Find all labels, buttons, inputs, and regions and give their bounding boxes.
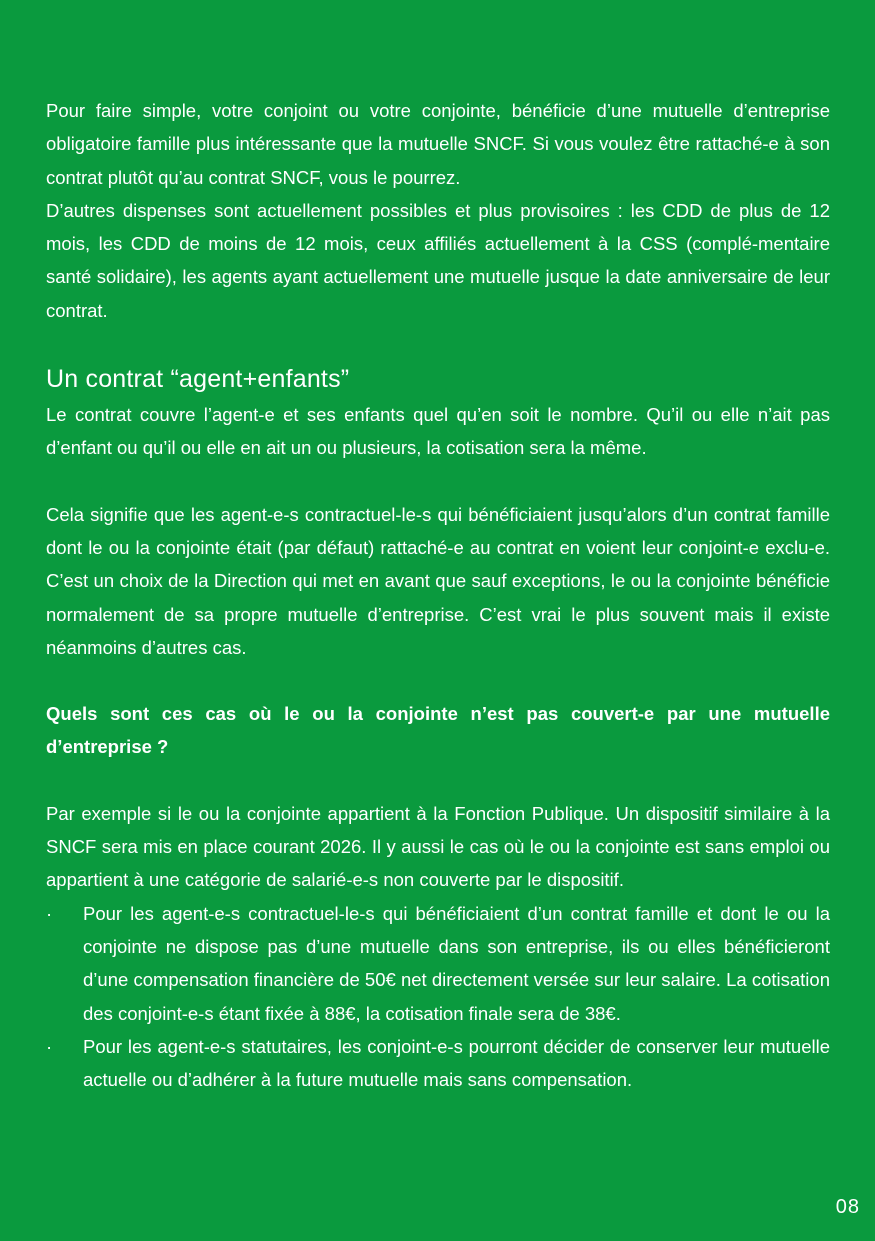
section-paragraph-1: Le contrat couvre l’agent-e et ses enfants quel qu’en soit le nombre. Qu’il ou elle n’ait pas d’enfant ou qu’il ou elle en ait un ou plusieurs, la cotisation sera la même. <box>46 404 830 459</box>
intro-paragraph-2: D’autres dispenses sont actuellement possibles et plus provisoires : les CDD de plus de 12 mois, les CDD de moins de 12 mois, ceux affiliés actuellement à la CSS (complé-mentaire santé solidaire), les agents ayant actuellement une mutuelle jusque la date anniversaire de leur contrat. <box>46 199 830 321</box>
bullet-icon: · <box>46 1035 53 1057</box>
section-paragraph-2: Cela signifie que les agent-e-s contractuel-le-s qui bénéficiaient jusqu’alors d’un contrat famille dont le ou la conjointe était (par défaut) rattaché-e au contrat en voient leur conjoint-e exclu-e. C’est un choix de la Direction qui met en avant que sauf exceptions, le ou la conjointe bénéficie normalement de sa propre mutuelle d’entreprise. C’est vrai le plus souvent mais il existe néanmoins d’autres cas. <box>46 503 830 658</box>
bullet-icon: · <box>46 902 53 924</box>
page-number: 08 <box>835 1196 860 1218</box>
spacer <box>46 664 830 697</box>
document-page <box>46 94 830 1096</box>
spacer <box>46 465 830 498</box>
section-paragraph-3: Par exemple si le ou la conjointe appartient à la Fonction Publique. Un dispositif similaire à la SNCF sera mis en place courant 2026. Il y aussi le cas où le ou la conjointe est sans emploi ou appartient à une catégorie de salarié-e-s non couverte par le dispositif. <box>46 802 830 891</box>
section-heading: Un contrat “agent+enfants” <box>46 365 350 394</box>
spacer <box>46 764 830 797</box>
list-item <box>46 1030 830 1097</box>
list-item <box>46 897 830 1030</box>
bullet-list <box>46 897 830 1097</box>
intro-paragraph-1: Pour faire simple, votre conjoint ou votre conjointe, bénéficie d’une mutuelle d’entreprise obligatoire famille plus intéressante que la mutuelle SNCF. Si vous voulez être rattaché-e à son contrat plutôt qu’au contrat SNCF, vous le pourrez. <box>46 100 830 188</box>
list-item-text: Pour les agent-e-s contractuel-le-s qui bénéficiaient d’un contrat famille et dont le ou la conjointe ne dispose pas d’une mutuelle dans son entreprise, ils ou elles bénéficieront d’une compensation financière de 50€ net directement versée sur leur salaire. La cotisation des conjoint-e-s étant fixée à 88€, la cotisation finale sera de 38€. <box>83 902 830 1024</box>
spacer <box>46 327 830 348</box>
list-item-text: Pour les agent-e-s statutaires, les conjoint-e-s pourront décider de conserver leur mutuelle actuelle ou d’adhérer à la future mutuelle mais sans compensation. <box>83 1035 830 1091</box>
question-text: Quels sont ces cas où le ou la conjointe n’est pas couvert-e par une mutuelle d’entreprise ? <box>46 703 830 758</box>
